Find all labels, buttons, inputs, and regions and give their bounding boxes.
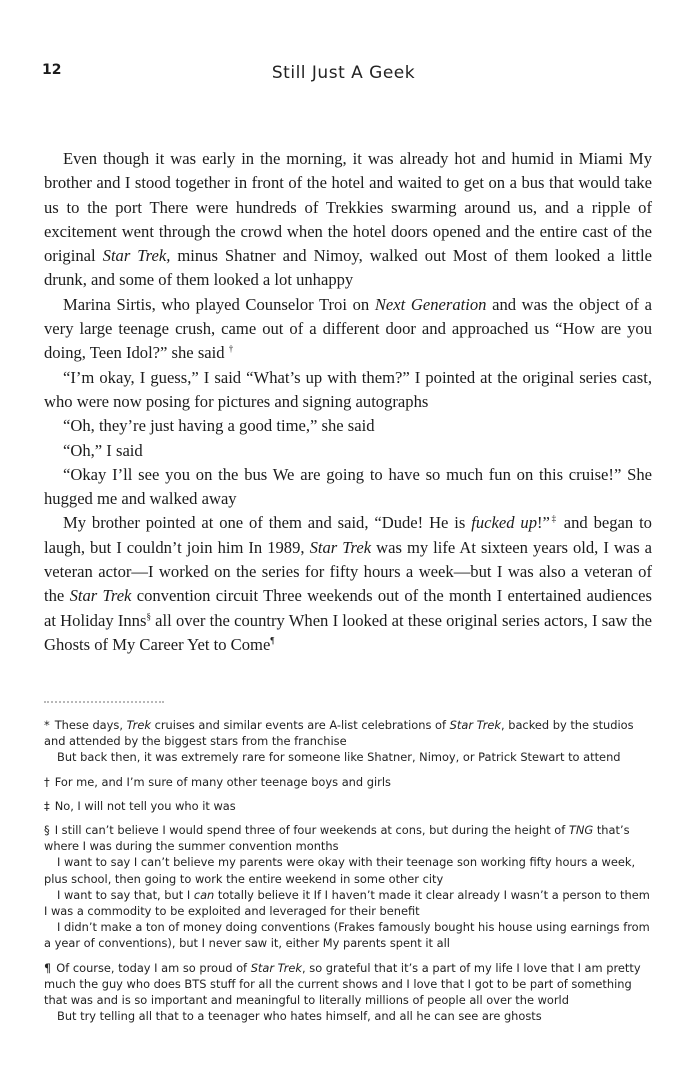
footnote-mark: ‡ [44, 798, 50, 813]
paragraph-5: “Oh,” I said [63, 440, 143, 460]
running-title: Still Just A Geek [271, 63, 416, 83]
footnote-ref-pilcrow: ¶ [270, 635, 275, 646]
footnote-pilcrow: ¶ Of course, today I am so proud of Star Trek, so grateful that it’s a part of my life I love that I am pretty much the guy who does BTS stuff for all the current shows and I love that I got to be part of something that was and is so important and meaningful to literally millions of people all over the world But try telling all that to a teenager who hates himself, and all he can see are ghosts [44, 960, 641, 1024]
paragraph-3: “I’m okay, I guess,” I said “What’s up with them?” I pointed at the original series cast, who were now posing for pictures and signing autographs [44, 367, 652, 411]
paragraph-1: Even though it was early in the morning, it was already hot and humid in Miami My brother and I stood together in front of the hotel and waited to get on a bus that would take us to the port There were hundreds of Trekkies swarming around us, and a ripple of excitement went through the crowd when the hotel doors opened and the entire cast of the original Star Trek, minus Shatner and Nimoy, walked out Most of them looked a little drunk, and some of them looked a lot unhappy [44, 149, 653, 290]
footnote-mark: * [44, 718, 50, 732]
page-number: 12 [42, 62, 62, 78]
footnotes [44, 717, 652, 1032]
main-text [44, 147, 652, 657]
paragraph-6: “Okay I’ll see you on the bus We are going to have so much fun on this cruise!” She hugged me and walked away [44, 464, 652, 509]
footnote-section: § I still can’t believe I would spend three of four weekends at cons, but during the height of TNG that’s where I was during the summer convention months I want to say I can’t believe my parents were okay with their teenage son working fifty hours a week, plus school, then going to work the entire weekend in some other city I want to say that, but I can totally believe it If I haven’t made it clear already I wasn’t a person to them I was a commodity to be exploited and leveraged for their benefit I didn’t make a ton of money doing conventions (Frakes famously bought his house using earnings from a year of conventions), but I never saw it, either My parents spent it all [44, 823, 650, 951]
paragraph-2: Marina Sirtis, who played Counselor Troi on Next Generation and was the object of a very large teenage crush, came out of a different door and approached us “How are you doing, Teen Idol?” she said † [44, 294, 653, 363]
footnote-ref-section: § [146, 611, 151, 622]
footnote-mark: † [44, 774, 50, 789]
footnote-ref-double-dagger: ‡ [549, 513, 558, 524]
footnote-ref-dagger: † [228, 343, 234, 354]
footnote-dagger: † For me, and I’m sure of many other teenage boys and girls [44, 774, 391, 789]
footnote-mark: § [44, 823, 50, 838]
footnote-star: * These days, Trek cruises and similar events are A-list celebrations of Star Trek, backed by the studios and attended by the biggest stars from the franchise But back then, it was extremely rare for someone like Shatner, Nimoy, or Patrick Stewart to attend [44, 718, 634, 765]
footnote-double-dagger: ‡ No, I will not tell you who it was [44, 798, 236, 813]
paragraph-4: “Oh, they’re just having a good time,” she said [63, 416, 375, 436]
footnote-mark: ¶ [44, 960, 52, 975]
paragraph-7: My brother pointed at one of them and said, “Dude! He is fucked up!”‡ and began to laugh, but I couldn’t join him In 1989, Star Trek was my life At sixteen years old, I was a veteran actor—I worked on the series for fifty hours a week—but I was also a veteran of the Star Trek convention circuit Three weekends out of the month I entertained audiences at Holiday Inns§ all over the country When I looked at these original series actors, I saw the Ghosts of My Career Yet to Come¶ [44, 513, 653, 654]
footnote-divider [44, 701, 164, 703]
